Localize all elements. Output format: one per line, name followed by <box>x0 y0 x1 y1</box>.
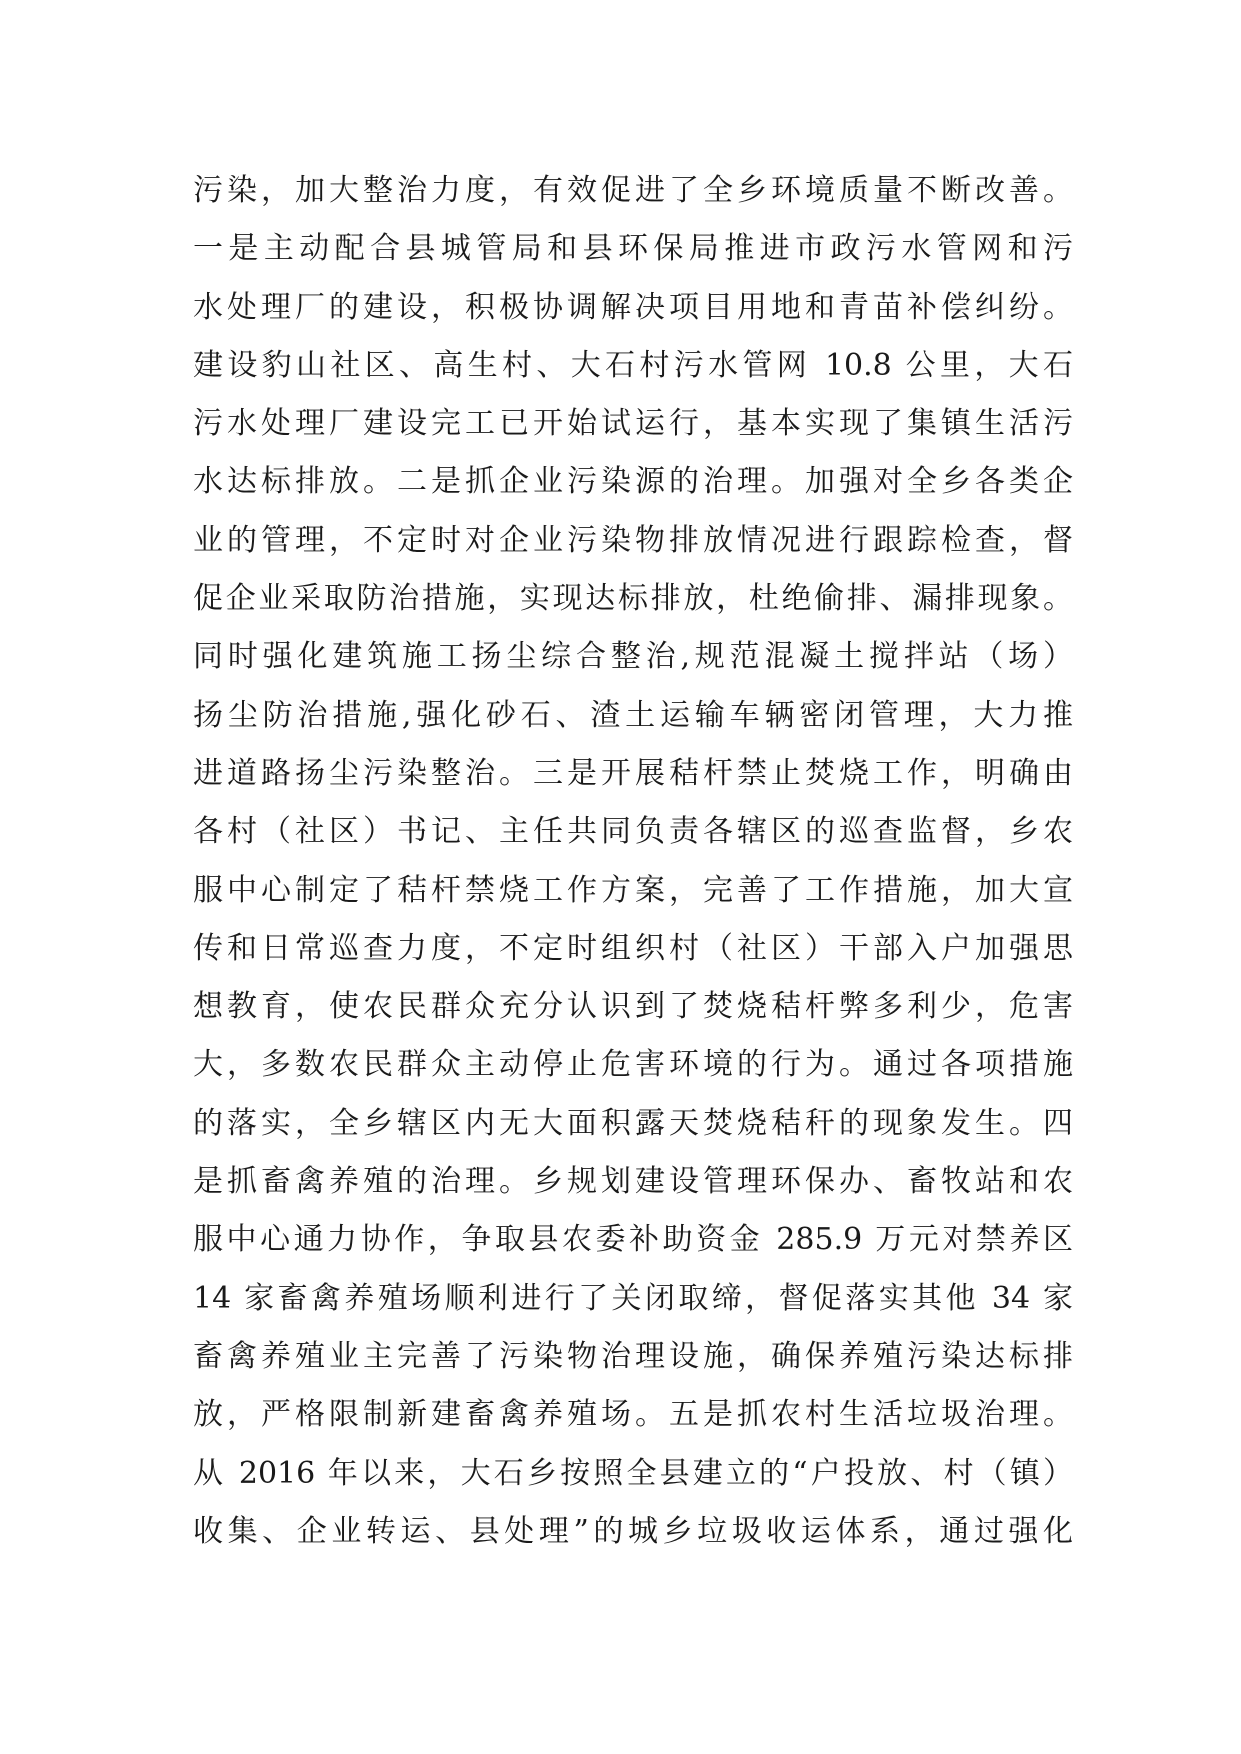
text-line: 14 家畜禽养殖场顺利进行了关闭取缔，督促落实其他 34 家 <box>193 1280 1073 1316</box>
text-line: 收集、企业转运、县处理”的城乡垃圾收运体系，通过强化 <box>193 1513 1073 1549</box>
text-line: 扬尘防治措施,强化砂石、渣土运输车辆密闭管理，大力推 <box>193 697 1073 733</box>
text-line: 水处理厂的建设，积极协调解决项目用地和青苗补偿纠纷。 <box>193 289 1073 325</box>
text-line: 服中心通力协作，争取县农委补助资金 285.9 万元对禁养区 <box>193 1222 1073 1258</box>
text-line: 业的管理，不定时对企业污染物排放情况进行跟踪检查，督 <box>193 522 1073 558</box>
text-line: 促企业采取防治措施，实现达标排放，杜绝偷排、漏排现象。 <box>193 581 1073 617</box>
text-line: 的落实，全乡辖区内无大面积露天焚烧秸秆的现象发生。四 <box>193 1105 1073 1141</box>
text-line: 服中心制定了秸杆禁烧工作方案，完善了工作措施，加大宣 <box>193 872 1073 908</box>
text-line: 进道路扬尘污染整治。三是开展秸杆禁止焚烧工作，明确由 <box>193 755 1073 791</box>
text-line: 传和日常巡查力度，不定时组织村（社区）干部入户加强思 <box>193 930 1073 966</box>
text-line: 是抓畜禽养殖的治理。乡规划建设管理环保办、畜牧站和农 <box>193 1164 1073 1200</box>
text-line: 大，多数农民群众主动停止危害环境的行为。通过各项措施 <box>193 1047 1073 1083</box>
text-line: 污染，加大整治力度，有效促进了全乡环境质量不断改善。 <box>193 173 1073 208</box>
text-line: 同时强化建筑施工扬尘综合整治,规范混凝土搅拌站（场） <box>193 639 1073 675</box>
text-line: 建设豹山社区、高生村、大石村污水管网 10.8 公里，大石 <box>193 347 1073 383</box>
text-line: 污水处理厂建设完工已开始试运行，基本实现了集镇生活污 <box>193 406 1073 442</box>
text-line: 从 2016 年以来，大石乡按照全县建立的“户投放、村（镇） <box>193 1455 1073 1491</box>
text-line: 想教育，使农民群众充分认识到了焚烧秸杆弊多利少，危害 <box>193 989 1073 1025</box>
text-line: 放，严格限制新建畜禽养殖场。五是抓农村生活垃圾治理。 <box>193 1397 1073 1433</box>
text-line: 畜禽养殖业主完善了污染物治理设施，确保养殖污染达标排 <box>193 1338 1073 1374</box>
text-line: 各村（社区）书记、主任共同负责各辖区的巡查监督，乡农 <box>193 814 1073 850</box>
text-line: 水达标排放。二是抓企业污染源的治理。加强对全乡各类企 <box>193 464 1073 500</box>
text-line: 一是主动配合县城管局和县环保局推进市政污水管网和污 <box>193 231 1073 267</box>
body-text <box>193 162 1073 1561</box>
